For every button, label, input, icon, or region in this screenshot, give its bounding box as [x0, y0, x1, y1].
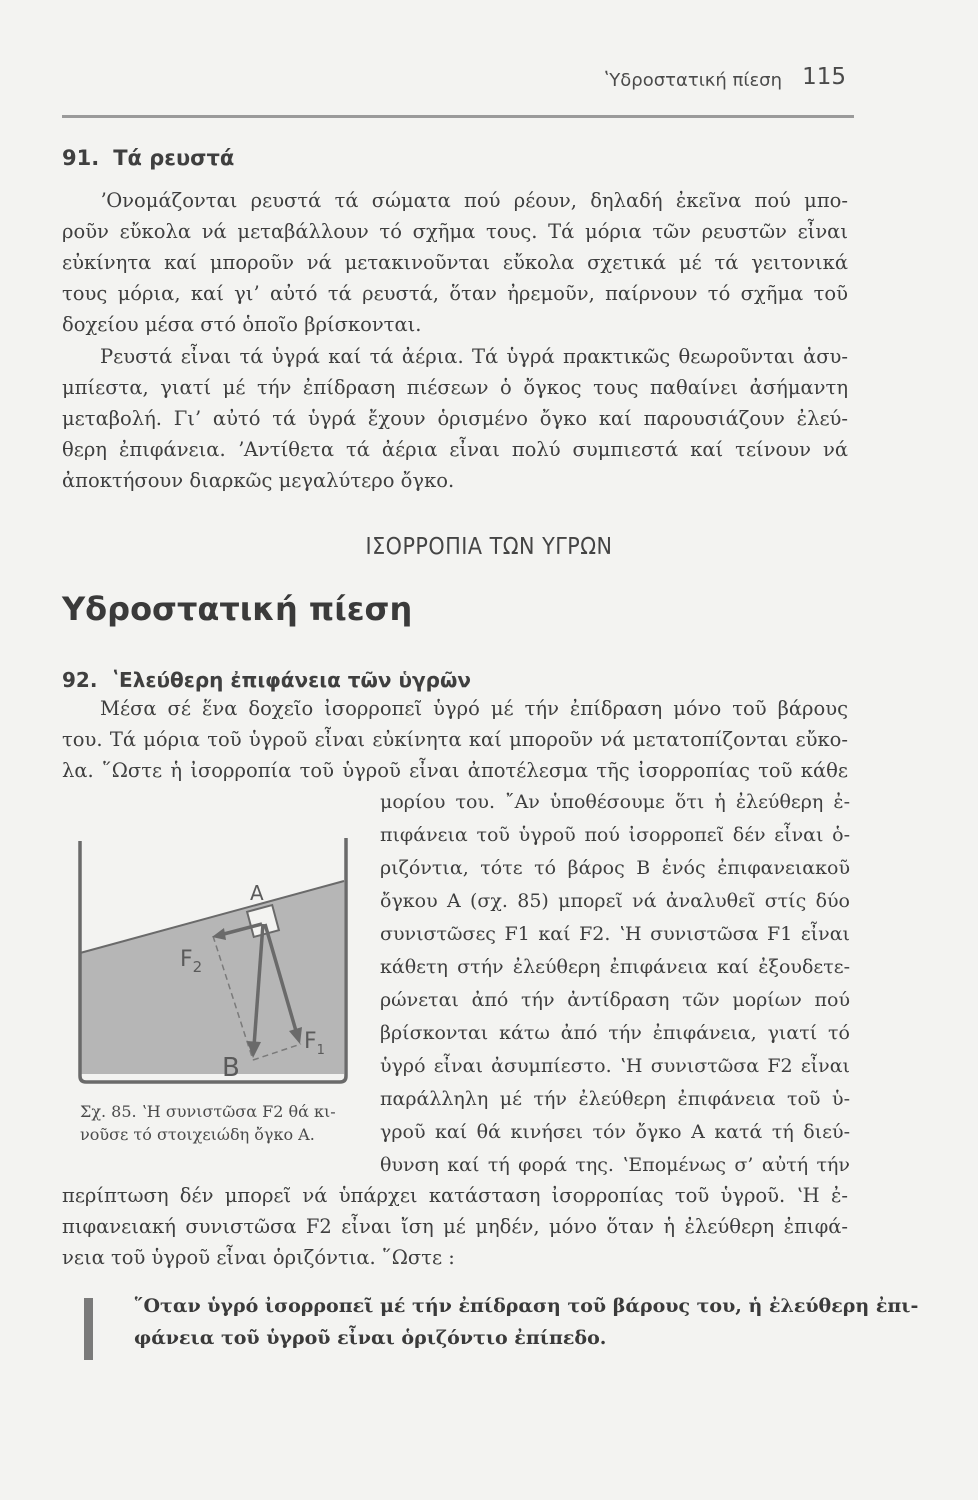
text-line: γροῦ καί θά κινήσει τόν ὄγκο Α κατά τή διεύ-	[380, 1121, 850, 1143]
section-91-paragraph-2	[62, 341, 848, 496]
figure-85-container-diagram	[72, 836, 362, 1092]
label-f1: $F_1$	[304, 1029, 325, 1058]
text-line: δοχείου μέσα στό ὁποῖο βρίσκονται.	[62, 313, 422, 336]
caption-line: Σχ. 85. ʽΗ συνιστῶσα F2 θά κι-	[80, 1102, 336, 1121]
label-f2: $F_2$	[180, 947, 203, 976]
section-title: Τά ρευστά	[113, 146, 235, 170]
text-line: μορίου του. ῎Αν ὑποθέσουμε ὅτι ἡ ἐλεύθερη ἐ-	[380, 791, 850, 813]
section-91-paragraph-1	[62, 185, 848, 340]
header-divider	[62, 115, 854, 118]
text-line: ὄγκου Α (σχ. 85) μπορεῖ νά ἀναλυθεῖ στίς δύο	[380, 890, 850, 912]
label-a: A	[250, 881, 264, 905]
text-line: ἀποκτήσουν διαρκῶς μεγαλύτερο ὄγκο.	[62, 469, 455, 492]
running-header	[62, 62, 854, 102]
text-line: συνιστῶσες F1 καί F2. ʽΗ συνιστῶσα F1 εἶναι	[380, 923, 850, 945]
text-line: παράλληλη μέ τήν ἐλεύθερη ἐπιφάνεια τοῦ ὑ-	[380, 1088, 850, 1110]
section-title: ʽΕλεύθερη ἐπιφάνεια τῶν ὑγρῶν	[111, 668, 471, 692]
text-line: θερη ἐπιφάνεια. ʼΑντίθετα τά ἀέρια εἶναι πολύ συμπιεστά καί τείνουν νά	[62, 438, 848, 461]
figure-85-caption	[80, 1100, 365, 1146]
section-92-paragraph-2	[62, 1180, 848, 1273]
text-line: πιφανειακή συνιστῶσα F2 εἶναι ἴση μέ μηδέν, μόνο ὅταν ἡ ἐλεύθερη ἐπιφά-	[62, 1215, 848, 1238]
text-line: ριζόντια, τότε τό βάρος B ἑνός ἐπιφανειακοῦ	[380, 857, 850, 879]
text-line: μπίεστα, γιατί μέ τήν ἐπίδραση πιέσεων ὁ ὄγκος τους παθαίνει ἀσήμαντη	[62, 376, 848, 399]
text-line: κάθετη στήν ἐλεύθερη ἐπιφάνεια καί ἐξουδετε-	[380, 956, 850, 978]
text-line: θυνση καί τή φορά της. ʽΕπομένως σ’ αὐτή τήν	[380, 1154, 850, 1176]
text-line: ροῦν εὔκολα νά μεταβάλλουν τό σχῆμα τους. Τά μόρια τῶν ρευστῶν εἶναι	[62, 220, 848, 243]
rule-text	[134, 1290, 919, 1354]
text-line: ὑγρό εἶναι ἀσυμπίεστο. ʽΗ συνιστῶσα F2 εἶναι	[380, 1055, 850, 1077]
page-number: 115	[802, 64, 846, 90]
text-line: του. Τά μόρια τοῦ ὑγροῦ εἶναι εὐκίνητα καί μποροῦν νά μετατοπίζονται εὔκο-	[62, 728, 848, 751]
section-number: 91.	[62, 146, 100, 170]
label-b: B	[222, 1053, 240, 1083]
text-line: περίπτωση δέν μπορεῖ νά ὑπάρχει κατάσταση ἰσορροπίας τοῦ ὑγροῦ. ʽΗ ἐ-	[62, 1184, 848, 1207]
text-line: φάνεια τοῦ ὑγροῦ εἶναι ὁριζόντιο ἐπίπεδο.	[134, 1327, 607, 1349]
section-91-heading	[62, 146, 234, 170]
text-line: Ρευστά εἶναι τά ὑγρά καί τά ἀέρια. Τά ὑγρά πρακτικῶς θεωροῦνται ἀσυ-	[100, 345, 848, 368]
section-92-paragraph-1	[62, 693, 848, 786]
text-line: Μέσα σέ ἕνα δοχεῖο ἰσορροπεῖ ὑγρό μέ τήν ἐπίδραση μόνο τοῦ βάρους	[100, 697, 848, 720]
caption-line: νοῦσε τό στοιχειώδη ὄγκο Α.	[80, 1125, 315, 1144]
text-line: ʼΟνομάζονται ρευστά τά σώματα πού ρέουν, δηλαδή ἐκεῖνα πού μπο-	[100, 189, 848, 212]
section-title-hydrostatic-pressure: Υδροστατική πίεση	[62, 590, 413, 628]
text-line: λα. ῞Ωστε ἡ ἰσορροπία τοῦ ὑγροῦ εἶναι ἀποτέλεσμα τῆς ἰσορροπίας τοῦ κάθε	[62, 759, 848, 782]
section-92-wrapped-paragraph	[380, 786, 850, 1182]
rule-marker-bar	[84, 1298, 93, 1360]
text-line: τους μόρια, καί γι’ αὐτό τά ρευστά, ὅταν ἠρεμοῦν, παίρνουν τό σχῆμα τοῦ	[62, 282, 848, 305]
text-line: πιφάνεια τοῦ ὑγροῦ πού ἰσορροπεῖ δέν εἶναι ὁ-	[380, 824, 850, 846]
text-line: βρίσκονται κάτω ἀπό τήν ἐπιφάνεια, γιατί τό	[380, 1022, 850, 1044]
text-line: εὐκίνητα καί μποροῦν νά μετακινοῦνται εὔκολα σχετικά μέ τά γειτονικά	[62, 251, 848, 274]
text-line: ῞Οταν ὑγρό ἰσορροπεῖ μέ τήν ἐπίδραση τοῦ βάρους του, ἡ ἐλεύθερη ἐπι-	[134, 1295, 919, 1317]
text-line: ρώνεται ἀπό τήν ἀντίδραση τῶν μορίων πού	[380, 989, 850, 1011]
text-line: μεταβολή. Γι’ αὐτό τά ὑγρά ἔχουν ὁρισμένο ὄγκο καί παρουσιάζουν ἐλεύ-	[62, 407, 848, 430]
section-number: 92.	[62, 668, 98, 692]
section-92-heading	[62, 668, 471, 692]
running-title: ʽΥδροστατική πίεση	[603, 70, 782, 91]
text-line: νεια τοῦ ὑγροῦ εἶναι ὁριζόντια. ῞Ωστε :	[62, 1246, 455, 1269]
chapter-title: ΙΣΟΡΡΟΠΙΑ ΤΩΝ ΥΓΡΩΝ	[365, 534, 613, 560]
